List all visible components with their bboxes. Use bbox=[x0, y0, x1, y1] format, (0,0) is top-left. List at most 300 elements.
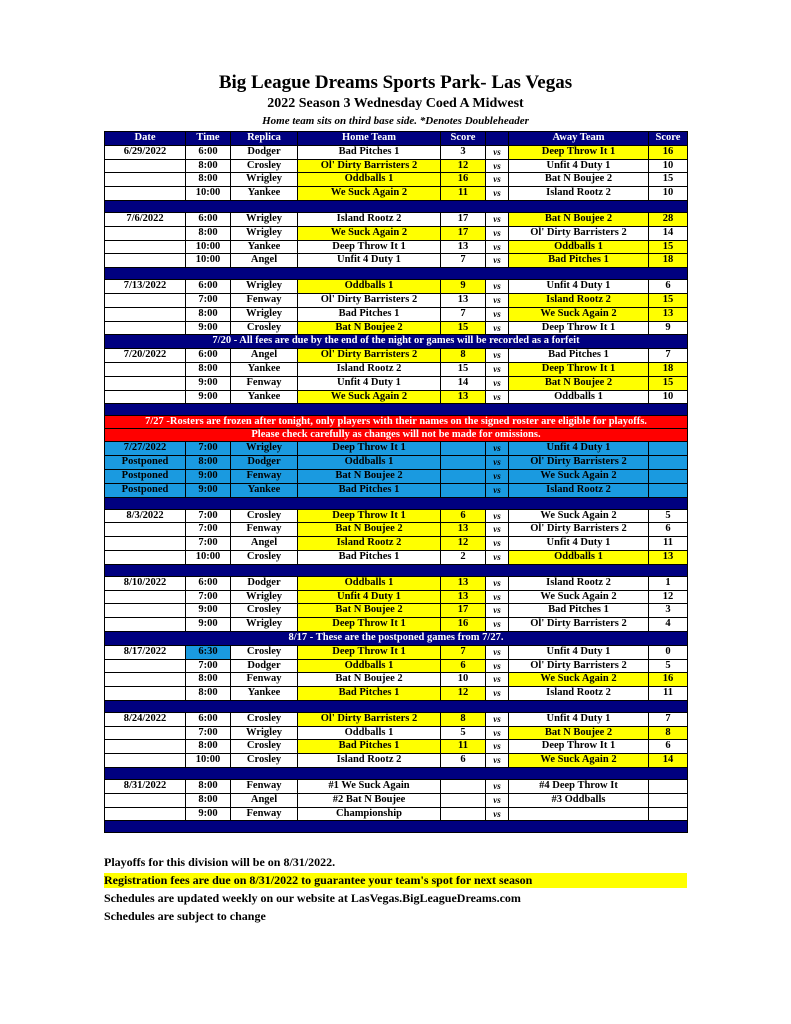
away-score-cell: 7 bbox=[649, 349, 688, 363]
home-team-cell: Bad Pitches 1 bbox=[298, 687, 441, 701]
field-cell: Crosley bbox=[231, 159, 298, 173]
date-cell: 8/24/2022 bbox=[105, 712, 186, 726]
week-separator bbox=[105, 200, 688, 212]
date-cell bbox=[105, 793, 186, 807]
field-cell: Yankee bbox=[231, 240, 298, 254]
home-score-cell: 12 bbox=[441, 159, 486, 173]
away-team-cell: We Suck Again 2 bbox=[509, 754, 649, 768]
home-team-cell: Bat N Boujee 2 bbox=[298, 673, 441, 687]
separator-cell bbox=[105, 268, 688, 280]
home-score-cell: 16 bbox=[441, 173, 486, 187]
vs-cell: vs bbox=[486, 523, 509, 537]
time-cell: 10:00 bbox=[186, 254, 231, 268]
vs-cell: vs bbox=[486, 240, 509, 254]
separator-cell bbox=[105, 700, 688, 712]
away-score-cell: 15 bbox=[649, 240, 688, 254]
date-cell bbox=[105, 307, 186, 321]
away-team-cell: We Suck Again 2 bbox=[509, 673, 649, 687]
vs-cell: vs bbox=[486, 483, 509, 497]
time-cell: 8:00 bbox=[186, 307, 231, 321]
away-team-cell: #3 Oddballs bbox=[509, 793, 649, 807]
home-score-cell: 17 bbox=[441, 226, 486, 240]
date-cell bbox=[105, 807, 186, 821]
date-cell bbox=[105, 604, 186, 618]
game-row bbox=[105, 793, 688, 807]
week-separator bbox=[105, 497, 688, 509]
col-header bbox=[486, 132, 509, 146]
home-score-cell: 2 bbox=[441, 550, 486, 564]
home-score-cell: 7 bbox=[441, 307, 486, 321]
field-cell: Angel bbox=[231, 254, 298, 268]
home-team-cell: Ol' Dirty Barristers 2 bbox=[298, 349, 441, 363]
home-team-cell: We Suck Again 2 bbox=[298, 226, 441, 240]
home-team-cell: Oddballs 1 bbox=[298, 280, 441, 294]
away-score-cell: 11 bbox=[649, 537, 688, 551]
away-team-cell bbox=[509, 807, 649, 821]
time-cell: 6:30 bbox=[186, 645, 231, 659]
away-team-cell: We Suck Again 2 bbox=[509, 590, 649, 604]
time-cell: 10:00 bbox=[186, 187, 231, 201]
date-cell bbox=[105, 673, 186, 687]
home-team-cell: Bat N Boujee 2 bbox=[298, 604, 441, 618]
game-row bbox=[105, 187, 688, 201]
date-cell: 8/17/2022 bbox=[105, 645, 186, 659]
col-header: Score bbox=[441, 132, 486, 146]
home-score-cell: 9 bbox=[441, 280, 486, 294]
field-cell: Fenway bbox=[231, 376, 298, 390]
week-separator bbox=[105, 404, 688, 416]
field-cell: Angel bbox=[231, 349, 298, 363]
vs-cell: vs bbox=[486, 780, 509, 794]
game-row bbox=[105, 226, 688, 240]
field-cell: Crosley bbox=[231, 321, 298, 335]
separator-cell bbox=[105, 404, 688, 416]
home-team-cell: Bat N Boujee 2 bbox=[298, 523, 441, 537]
vs-cell: vs bbox=[486, 376, 509, 390]
home-team-cell: Oddballs 1 bbox=[298, 726, 441, 740]
home-team-cell: Deep Throw It 1 bbox=[298, 645, 441, 659]
time-cell: 6:00 bbox=[186, 712, 231, 726]
game-row bbox=[105, 537, 688, 551]
time-cell: 7:00 bbox=[186, 509, 231, 523]
away-score-cell: 28 bbox=[649, 212, 688, 226]
home-score-cell: 6 bbox=[441, 509, 486, 523]
date-cell: 8/10/2022 bbox=[105, 576, 186, 590]
vs-cell: vs bbox=[486, 187, 509, 201]
vs-cell: vs bbox=[486, 390, 509, 404]
notice-text: 8/17 - These are the postponed games from 7/27. bbox=[105, 631, 688, 645]
time-cell: 7:00 bbox=[186, 659, 231, 673]
notice-text: Please check carefully as changes will not be made for omissions. bbox=[105, 429, 688, 442]
away-team-cell: Bat N Boujee 2 bbox=[509, 376, 649, 390]
vs-cell: vs bbox=[486, 349, 509, 363]
vs-cell: vs bbox=[486, 509, 509, 523]
col-header: Time bbox=[186, 132, 231, 146]
game-row bbox=[105, 807, 688, 821]
time-cell: 10:00 bbox=[186, 754, 231, 768]
schedule-body bbox=[105, 145, 688, 833]
field-cell: Wrigley bbox=[231, 173, 298, 187]
date-cell bbox=[105, 240, 186, 254]
date-cell bbox=[105, 187, 186, 201]
home-score-cell: 17 bbox=[441, 604, 486, 618]
vs-cell: vs bbox=[486, 469, 509, 483]
col-header: Away Team bbox=[509, 132, 649, 146]
postponed-game-row bbox=[105, 483, 688, 497]
field-cell: Fenway bbox=[231, 807, 298, 821]
away-score-cell bbox=[649, 442, 688, 456]
field-cell: Yankee bbox=[231, 362, 298, 376]
home-team-cell: We Suck Again 2 bbox=[298, 187, 441, 201]
page-title: Big League Dreams Sports Park- Las Vegas bbox=[218, 72, 573, 93]
field-cell: Wrigley bbox=[231, 442, 298, 456]
away-score-cell: 14 bbox=[649, 226, 688, 240]
home-team-cell: Deep Throw It 1 bbox=[298, 442, 441, 456]
away-score-cell: 6 bbox=[649, 280, 688, 294]
away-team-cell: Unfit 4 Duty 1 bbox=[509, 442, 649, 456]
home-team-cell: Bat N Boujee 2 bbox=[298, 321, 441, 335]
date-cell bbox=[105, 173, 186, 187]
separator-cell bbox=[105, 821, 688, 833]
away-score-cell: 9 bbox=[649, 321, 688, 335]
game-row bbox=[105, 307, 688, 321]
away-score-cell: 18 bbox=[649, 362, 688, 376]
field-cell: Fenway bbox=[231, 293, 298, 307]
away-team-cell: Bad Pitches 1 bbox=[509, 254, 649, 268]
home-score-cell bbox=[441, 780, 486, 794]
week-separator bbox=[105, 268, 688, 280]
date-cell bbox=[105, 362, 186, 376]
away-score-cell: 0 bbox=[649, 645, 688, 659]
home-score-cell bbox=[441, 442, 486, 456]
home-team-cell: Unfit 4 Duty 1 bbox=[298, 254, 441, 268]
game-row bbox=[105, 376, 688, 390]
time-cell: 7:00 bbox=[186, 293, 231, 307]
vs-cell: vs bbox=[486, 712, 509, 726]
vs-cell: vs bbox=[486, 793, 509, 807]
date-cell bbox=[105, 726, 186, 740]
field-cell: Fenway bbox=[231, 780, 298, 794]
time-cell: 7:00 bbox=[186, 523, 231, 537]
date-cell bbox=[105, 537, 186, 551]
away-team-cell: Ol' Dirty Barristers 2 bbox=[509, 456, 649, 470]
field-cell: Dodger bbox=[231, 576, 298, 590]
away-score-cell: 13 bbox=[649, 307, 688, 321]
home-team-cell: Bad Pitches 1 bbox=[298, 483, 441, 497]
field-cell: Wrigley bbox=[231, 212, 298, 226]
away-score-cell bbox=[649, 456, 688, 470]
game-row bbox=[105, 740, 688, 754]
vs-cell: vs bbox=[486, 576, 509, 590]
home-score-cell: 13 bbox=[441, 390, 486, 404]
away-score-cell: 10 bbox=[649, 390, 688, 404]
game-row bbox=[105, 604, 688, 618]
home-score-cell: 13 bbox=[441, 576, 486, 590]
time-cell: 9:00 bbox=[186, 376, 231, 390]
away-team-cell: We Suck Again 2 bbox=[509, 469, 649, 483]
date-cell bbox=[105, 618, 186, 632]
away-team-cell: Unfit 4 Duty 1 bbox=[509, 537, 649, 551]
game-row bbox=[105, 145, 688, 159]
home-score-cell: 3 bbox=[441, 145, 486, 159]
home-score-cell: 13 bbox=[441, 590, 486, 604]
week-separator bbox=[105, 700, 688, 712]
away-score-cell: 4 bbox=[649, 618, 688, 632]
field-cell: Wrigley bbox=[231, 280, 298, 294]
page-subtitle: 2022 Season 3 Wednesday Coed A Midwest bbox=[267, 96, 524, 111]
away-score-cell: 8 bbox=[649, 726, 688, 740]
away-score-cell: 12 bbox=[649, 590, 688, 604]
game-row bbox=[105, 590, 688, 604]
date-cell bbox=[105, 226, 186, 240]
home-score-cell: 8 bbox=[441, 712, 486, 726]
vs-cell: vs bbox=[486, 362, 509, 376]
home-score-cell: 13 bbox=[441, 523, 486, 537]
home-score-cell: 13 bbox=[441, 293, 486, 307]
field-cell: Dodger bbox=[231, 145, 298, 159]
vs-cell: vs bbox=[486, 159, 509, 173]
vs-cell: vs bbox=[486, 687, 509, 701]
home-score-cell: 6 bbox=[441, 754, 486, 768]
away-team-cell: Unfit 4 Duty 1 bbox=[509, 645, 649, 659]
game-row bbox=[105, 349, 688, 363]
time-cell: 8:00 bbox=[186, 673, 231, 687]
vs-cell: vs bbox=[486, 173, 509, 187]
game-row bbox=[105, 645, 688, 659]
home-score-cell: 15 bbox=[441, 362, 486, 376]
away-score-cell: 6 bbox=[649, 740, 688, 754]
home-team-cell: Unfit 4 Duty 1 bbox=[298, 590, 441, 604]
time-cell: 7:00 bbox=[186, 726, 231, 740]
vs-cell: vs bbox=[486, 293, 509, 307]
time-cell: 6:00 bbox=[186, 280, 231, 294]
away-score-cell: 1 bbox=[649, 576, 688, 590]
home-score-cell: 12 bbox=[441, 537, 486, 551]
home-team-cell: #1 We Suck Again bbox=[298, 780, 441, 794]
home-score-cell: 10 bbox=[441, 673, 486, 687]
date-cell: 7/27/2022 bbox=[105, 442, 186, 456]
footer-website: Schedules are updated weekly on our website at LasVegas.BigLeagueDreams.com bbox=[104, 891, 521, 905]
field-cell: Wrigley bbox=[231, 726, 298, 740]
time-cell: 8:00 bbox=[186, 456, 231, 470]
home-score-cell: 11 bbox=[441, 740, 486, 754]
home-team-cell: Island Rootz 2 bbox=[298, 754, 441, 768]
home-score-cell: 7 bbox=[441, 645, 486, 659]
away-score-cell: 11 bbox=[649, 687, 688, 701]
time-cell: 9:00 bbox=[186, 807, 231, 821]
away-score-cell bbox=[649, 483, 688, 497]
game-row bbox=[105, 523, 688, 537]
vs-cell: vs bbox=[486, 645, 509, 659]
game-row bbox=[105, 362, 688, 376]
game-row bbox=[105, 159, 688, 173]
time-cell: 10:00 bbox=[186, 550, 231, 564]
home-team-cell: We Suck Again 2 bbox=[298, 390, 441, 404]
home-team-cell: Ol' Dirty Barristers 2 bbox=[298, 293, 441, 307]
home-team-cell: Deep Throw It 1 bbox=[298, 618, 441, 632]
date-cell bbox=[105, 659, 186, 673]
game-row bbox=[105, 390, 688, 404]
date-cell: 7/13/2022 bbox=[105, 280, 186, 294]
home-score-cell: 7 bbox=[441, 254, 486, 268]
time-cell: 6:00 bbox=[186, 349, 231, 363]
away-score-cell bbox=[649, 793, 688, 807]
time-cell: 8:00 bbox=[186, 780, 231, 794]
time-cell: 8:00 bbox=[186, 740, 231, 754]
home-team-cell: Championship bbox=[298, 807, 441, 821]
vs-cell: vs bbox=[486, 659, 509, 673]
home-team-cell: Deep Throw It 1 bbox=[298, 240, 441, 254]
separator-cell bbox=[105, 200, 688, 212]
time-cell: 9:00 bbox=[186, 604, 231, 618]
home-team-cell: Deep Throw It 1 bbox=[298, 509, 441, 523]
vs-cell: vs bbox=[486, 321, 509, 335]
away-score-cell: 18 bbox=[649, 254, 688, 268]
away-team-cell: We Suck Again 2 bbox=[509, 307, 649, 321]
game-row bbox=[105, 240, 688, 254]
date-cell bbox=[105, 376, 186, 390]
notice-row bbox=[105, 335, 688, 349]
away-team-cell: Deep Throw It 1 bbox=[509, 321, 649, 335]
footer-registration: Registration fees are due on 8/31/2022 to guarantee your team's spot for next season bbox=[104, 873, 687, 888]
time-cell: 9:00 bbox=[186, 618, 231, 632]
notice-row bbox=[105, 631, 688, 645]
game-row bbox=[105, 550, 688, 564]
away-score-cell: 6 bbox=[649, 523, 688, 537]
vs-cell: vs bbox=[486, 254, 509, 268]
date-cell bbox=[105, 390, 186, 404]
date-cell: 8/3/2022 bbox=[105, 509, 186, 523]
home-team-cell: Bad Pitches 1 bbox=[298, 740, 441, 754]
week-separator bbox=[105, 564, 688, 576]
home-score-cell: 14 bbox=[441, 376, 486, 390]
away-score-cell bbox=[649, 469, 688, 483]
time-cell: 9:00 bbox=[186, 321, 231, 335]
away-team-cell: Unfit 4 Duty 1 bbox=[509, 280, 649, 294]
separator-cell bbox=[105, 497, 688, 509]
separator-cell bbox=[105, 564, 688, 576]
away-team-cell: Unfit 4 Duty 1 bbox=[509, 159, 649, 173]
field-cell: Crosley bbox=[231, 550, 298, 564]
home-score-cell bbox=[441, 807, 486, 821]
away-team-cell: Unfit 4 Duty 1 bbox=[509, 712, 649, 726]
game-row bbox=[105, 293, 688, 307]
field-cell: Yankee bbox=[231, 687, 298, 701]
away-team-cell: We Suck Again 2 bbox=[509, 509, 649, 523]
home-score-cell: 15 bbox=[441, 321, 486, 335]
home-team-cell: #2 Bat N Boujee bbox=[298, 793, 441, 807]
field-cell: Yankee bbox=[231, 187, 298, 201]
game-row bbox=[105, 659, 688, 673]
field-cell: Crosley bbox=[231, 712, 298, 726]
field-cell: Crosley bbox=[231, 604, 298, 618]
game-row bbox=[105, 687, 688, 701]
field-cell: Crosley bbox=[231, 645, 298, 659]
vs-cell: vs bbox=[486, 807, 509, 821]
field-cell: Wrigley bbox=[231, 226, 298, 240]
vs-cell: vs bbox=[486, 618, 509, 632]
away-team-cell: Oddballs 1 bbox=[509, 390, 649, 404]
time-cell: 6:00 bbox=[186, 145, 231, 159]
col-header: Date bbox=[105, 132, 186, 146]
away-team-cell: Deep Throw It 1 bbox=[509, 145, 649, 159]
home-score-cell: 8 bbox=[441, 349, 486, 363]
postponed-game-row bbox=[105, 442, 688, 456]
time-cell: 9:00 bbox=[186, 469, 231, 483]
date-cell bbox=[105, 293, 186, 307]
week-separator bbox=[105, 768, 688, 780]
field-cell: Crosley bbox=[231, 740, 298, 754]
footer-playoffs: Playoffs for this division will be on 8/31/2022. bbox=[104, 855, 336, 869]
vs-cell: vs bbox=[486, 726, 509, 740]
date-cell bbox=[105, 523, 186, 537]
home-team-cell: Unfit 4 Duty 1 bbox=[298, 376, 441, 390]
schedule-table bbox=[104, 131, 688, 833]
field-cell: Wrigley bbox=[231, 307, 298, 321]
away-team-cell: #4 Deep Throw It bbox=[509, 780, 649, 794]
home-team-cell: Bad Pitches 1 bbox=[298, 145, 441, 159]
away-score-cell: 10 bbox=[649, 187, 688, 201]
home-team-cell: Oddballs 1 bbox=[298, 173, 441, 187]
date-cell bbox=[105, 590, 186, 604]
away-score-cell: 16 bbox=[649, 145, 688, 159]
field-cell: Dodger bbox=[231, 456, 298, 470]
away-team-cell: Ol' Dirty Barristers 2 bbox=[509, 226, 649, 240]
away-team-cell: Bat N Boujee 2 bbox=[509, 173, 649, 187]
vs-cell: vs bbox=[486, 537, 509, 551]
away-team-cell: Ol' Dirty Barristers 2 bbox=[509, 523, 649, 537]
vs-cell: vs bbox=[486, 604, 509, 618]
date-cell: Postponed bbox=[105, 469, 186, 483]
home-team-cell: Ol' Dirty Barristers 2 bbox=[298, 159, 441, 173]
home-score-cell: 11 bbox=[441, 187, 486, 201]
time-cell: 9:00 bbox=[186, 483, 231, 497]
home-team-cell: Bad Pitches 1 bbox=[298, 550, 441, 564]
vs-cell: vs bbox=[486, 740, 509, 754]
col-header: Home Team bbox=[298, 132, 441, 146]
date-cell bbox=[105, 740, 186, 754]
away-score-cell: 15 bbox=[649, 173, 688, 187]
away-score-cell bbox=[649, 807, 688, 821]
date-cell: Postponed bbox=[105, 456, 186, 470]
alert-row bbox=[105, 429, 688, 442]
header-note: Home team sits on third base side. *Denotes Doubleheader bbox=[262, 115, 529, 127]
away-score-cell: 7 bbox=[649, 712, 688, 726]
date-cell bbox=[105, 254, 186, 268]
date-cell: 7/6/2022 bbox=[105, 212, 186, 226]
field-cell: Wrigley bbox=[231, 590, 298, 604]
notice-text: 7/27 -Rosters are frozen after tonight, only players with their names on the signed roster are eligible for playoffs. bbox=[105, 416, 688, 429]
game-row bbox=[105, 321, 688, 335]
away-team-cell: Island Rootz 2 bbox=[509, 576, 649, 590]
postponed-game-row bbox=[105, 469, 688, 483]
field-cell: Angel bbox=[231, 793, 298, 807]
away-team-cell: Bat N Boujee 2 bbox=[509, 212, 649, 226]
away-team-cell: Bat N Boujee 2 bbox=[509, 726, 649, 740]
alert-row bbox=[105, 416, 688, 429]
field-cell: Wrigley bbox=[231, 618, 298, 632]
field-cell: Crosley bbox=[231, 754, 298, 768]
field-cell: Crosley bbox=[231, 509, 298, 523]
home-team-cell: Oddballs 1 bbox=[298, 576, 441, 590]
away-score-cell: 13 bbox=[649, 550, 688, 564]
home-team-cell: Island Rootz 2 bbox=[298, 362, 441, 376]
date-cell: 7/20/2022 bbox=[105, 349, 186, 363]
away-team-cell: Bad Pitches 1 bbox=[509, 349, 649, 363]
away-score-cell bbox=[649, 780, 688, 794]
home-team-cell: Island Rootz 2 bbox=[298, 212, 441, 226]
date-cell: Postponed bbox=[105, 483, 186, 497]
